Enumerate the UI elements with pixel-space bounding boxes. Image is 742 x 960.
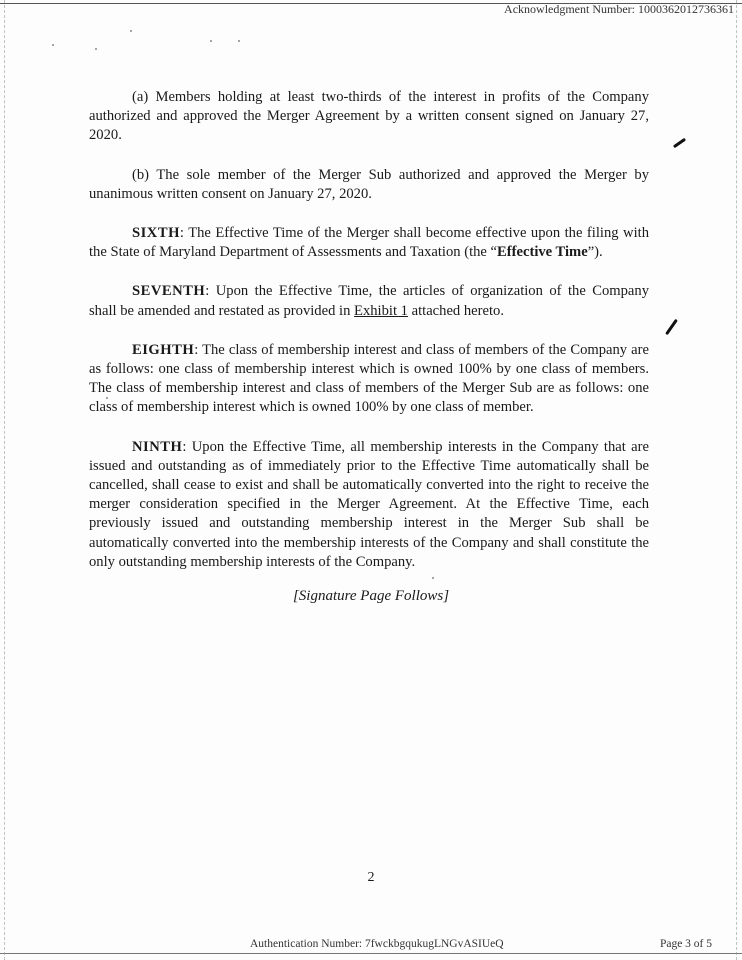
seventh-text-before: : Upon the Effective Time, the articles of organization of the Company shall be amended and restated as provided in [89,283,649,319]
handwritten-check-mark [673,138,686,148]
scan-speck [52,44,54,46]
left-scan-edge [4,0,5,960]
paragraph-ninth [89,438,649,572]
section-label-eighth: EIGHTH [132,341,195,358]
section-label-sixth: SIXTH [132,225,180,242]
authentication-number: Authentication Number: 7fwckbgqukugLNGvASIUeQ [250,938,504,950]
bottom-border-line [0,953,742,954]
defined-term-effective-time: Effective Time [497,244,588,261]
handwritten-check-mark [665,319,678,335]
page-number: 2 [367,870,375,885]
paragraph-eighth [89,341,649,418]
scan-speck [238,40,240,42]
sixth-text-after: ”). [587,244,603,261]
eighth-text: : The class of membership interest and class of members of the Company are as follows: one class of membership interest which is owned 100% by one class of members. The class of membership interest and class of members of the Merger Sub are as follows: one class of membership interest which is owned 100% by one class of member. [89,341,649,416]
scan-speck [95,48,97,50]
paragraph-b: (b) The sole member of the Merger Sub authorized and approved the Merger by unanimous written consent on January 27, 2020. [89,166,649,202]
section-label-seventh: SEVENTH [132,283,206,300]
signature-page-note: [Signature Page Follows] [292,588,450,604]
acknowledgment-number: Acknowledgment Number: 1000362012736361 [504,2,734,16]
ninth-text: : Upon the Effective Time, all membership interests in the Company that are issued and outstanding as of immediately prior to the Effective Time automatically shall be cancelled, shall cease to exist and shall be automatically converted into the right to receive the merger consideration specified in the Merger Agreement. At the Effective Time, each previously issued and outstanding membership interest in the Merger Sub shall be automatically converted into the membership interests of the Company and shall constitute the only outstanding membership interests of the Company. [89,438,649,570]
right-scan-edge [736,0,737,960]
paragraph-a: (a) Members holding at least two-thirds of the interest in profits of the Company authorized and approved the Merger Agreement by a written consent signed on January 27, 2020. [89,89,649,144]
section-label-ninth: NINTH [132,438,183,455]
document-body [89,88,649,592]
paragraph-seventh [89,282,649,320]
paragraph-sixth [89,224,649,262]
scan-speck [130,30,132,32]
scan-speck [210,40,212,42]
page-of-count: Page 3 of 5 [659,938,712,950]
seventh-text-after: attached hereto. [407,302,504,319]
exhibit-reference: Exhibit 1 [354,302,408,319]
sixth-text-before: : The Effective Time of the Merger shall become effective upon the filing with the State of Maryland Department of Assessments and Taxation (the “ [89,225,649,261]
